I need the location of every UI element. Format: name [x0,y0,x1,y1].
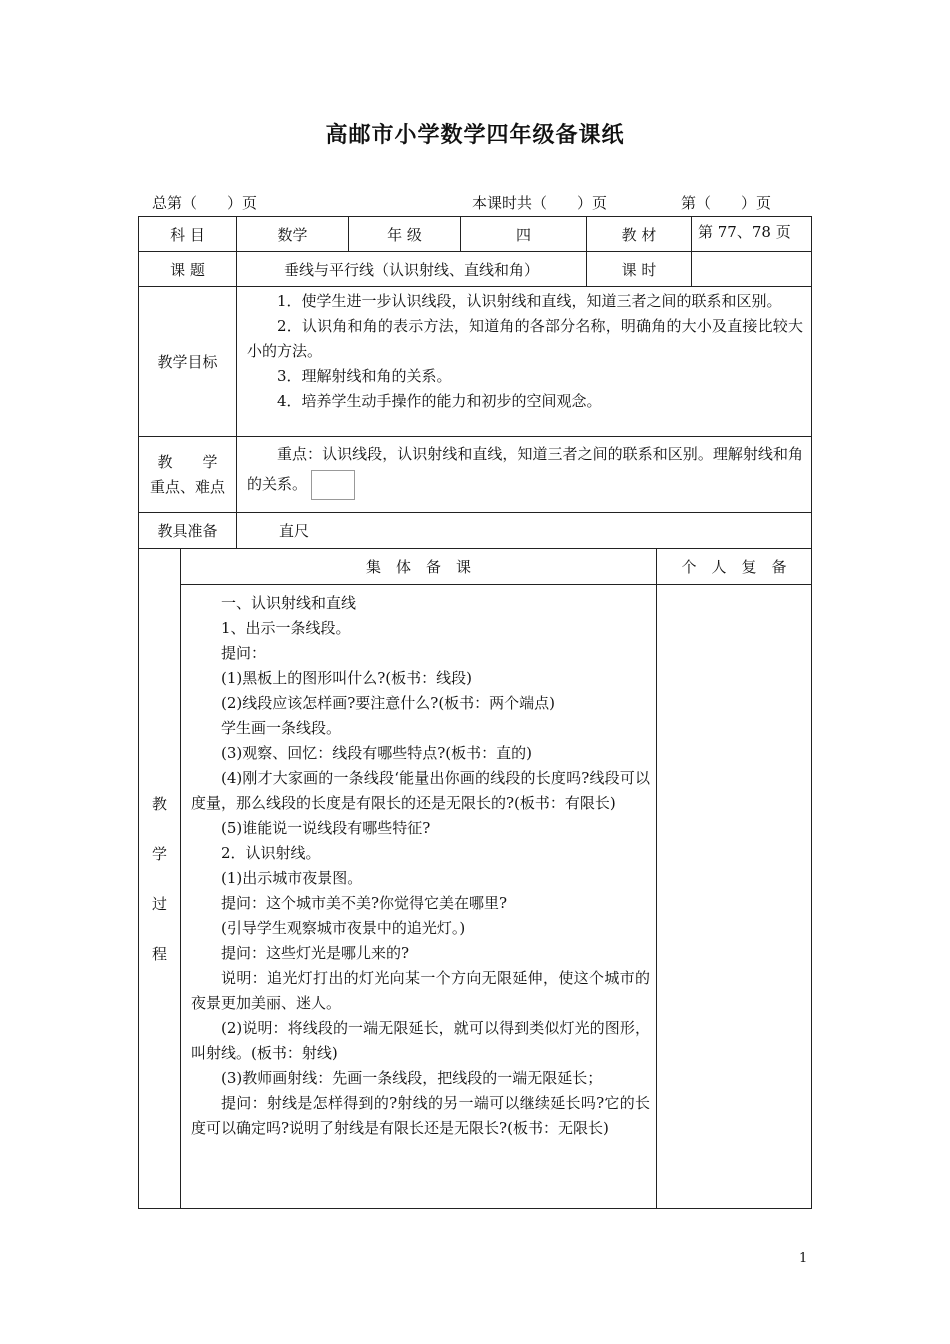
objective-item: 1．使学生进一步认识线段，认识射线和直线，知道三者之间的联系和区别。 [277,292,782,310]
focus-text-wrap [237,439,811,500]
process-line: 一、认识射线和直线 [221,594,357,612]
process-line: (2)线段应该怎样画?要注意什么?(板书：两个端点) [221,694,556,712]
objective-item: 4．培养学生动手操作的能力和初步的空间观念。 [277,392,602,410]
process-line: (2)说明：将线段的一端无限延长，就可以得到类似灯光的图形，叫射线。(板书：射线) [191,1019,650,1062]
process-side-label-cell [139,549,181,1209]
process-line: (1)出示城市夜景图。 [221,869,363,887]
objectives-content [237,287,812,437]
focus-text: 重点：认识线段，认识射线和直线，知道三者之间的联系和区别。理解射线和角的关系。 [247,445,803,493]
tools-row [139,513,812,549]
process-line: 提问：射线是怎样得到的?射线的另一端可以继续延长吗?它的长度可以确定吗?说明了射线是有限长还是无限长?(板书：无限长) [191,1094,650,1137]
process-line: (3)观察、回忆：线段有哪些特点?(板书：直的) [221,744,532,762]
process-line: (5)谁能说一说线段有哪些特征? [221,819,431,837]
total-page-label: 总第（ ）页 [152,194,258,212]
personal-header: 个 人 复 备 [657,549,812,585]
personal-content [657,585,812,1209]
process-line: 学生画一条线段。 [221,719,342,737]
process-side-char: 程 [151,944,167,963]
focus-label-line2: 重点、难点 [149,477,225,496]
topic-label: 课 题 [139,252,237,287]
process-line: 说明：追光灯打出的灯光向某一个方向无限延伸，使这个城市的夜景更加美丽、迷人。 [191,969,650,1012]
objectives-label-text: 教学目标 [157,353,218,371]
page-title: 高邮市小学数学四年级备课纸 [325,123,625,148]
focus-label [139,437,237,513]
process-line: (4)刚才大家画的一条线段‘能量出你画的线段的长度吗?线段可以度量，那么线段的长度是有限长的还是无限长的?(板书：有限长) [191,769,650,812]
info-row-2 [139,252,812,287]
process-line: 提问： [221,644,267,662]
process-side-char: 过 [151,894,167,913]
objective-item: 2．认识角和角的表示方法，知道角的各部分名称，明确角的大小及直接比较大小的方法。 [247,317,803,360]
period-value [692,252,812,287]
objectives-label [139,287,237,437]
process-line: 1、出示一条线段。 [221,619,351,637]
process-side-char: 教 [151,794,167,813]
lesson-plan-table [138,216,812,1209]
textbook-label: 教 材 [587,217,692,252]
lesson-total-page-label: 本课时共（ ）页 [472,194,608,212]
info-row-1 [139,217,812,252]
process-line: (1)黑板上的图形叫什么?(板书：线段) [221,669,472,687]
focus-row [139,437,812,513]
process-side-char: 学 [151,844,167,863]
subject-label: 科 目 [139,217,237,252]
process-side-label [139,779,180,979]
grade-value: 四 [461,217,587,252]
process-header-row [139,549,812,585]
collective-header: 集 体 备 课 [181,549,657,585]
tools-label: 教具准备 [139,513,237,549]
process-line: 提问：这些灯光是哪儿来的? [221,944,410,962]
process-line: (3)教师画射线：先画一条线段，把线段的一端无限延长； [221,1069,603,1087]
blank-box [311,470,355,500]
focus-label-line1: 教 学 [157,452,218,471]
objective-item: 3．理解射线和角的关系。 [277,367,452,385]
process-line: (引导学生观察城市夜景中的追光灯。) [221,919,466,937]
grade-label: 年 级 [349,217,461,252]
process-line: 提问：这个城市美不美?你觉得它美在哪里? [221,894,508,912]
focus-content [237,437,812,513]
page-label: 第（ ）页 [681,194,772,212]
subject-value: 数学 [237,217,349,252]
tools-value: 直尺 [237,513,812,549]
period-label: 课 时 [587,252,692,287]
objectives-row [139,287,812,437]
collective-content [181,585,657,1209]
topic-value: 垂线与平行线（认识射线、直线和角） [237,252,587,287]
textbook-value: 第 77、78 页 [692,217,812,252]
process-line: 2．认识射线。 [221,844,321,862]
process-body-row [139,585,812,1209]
page-number: 1 [799,1251,808,1266]
